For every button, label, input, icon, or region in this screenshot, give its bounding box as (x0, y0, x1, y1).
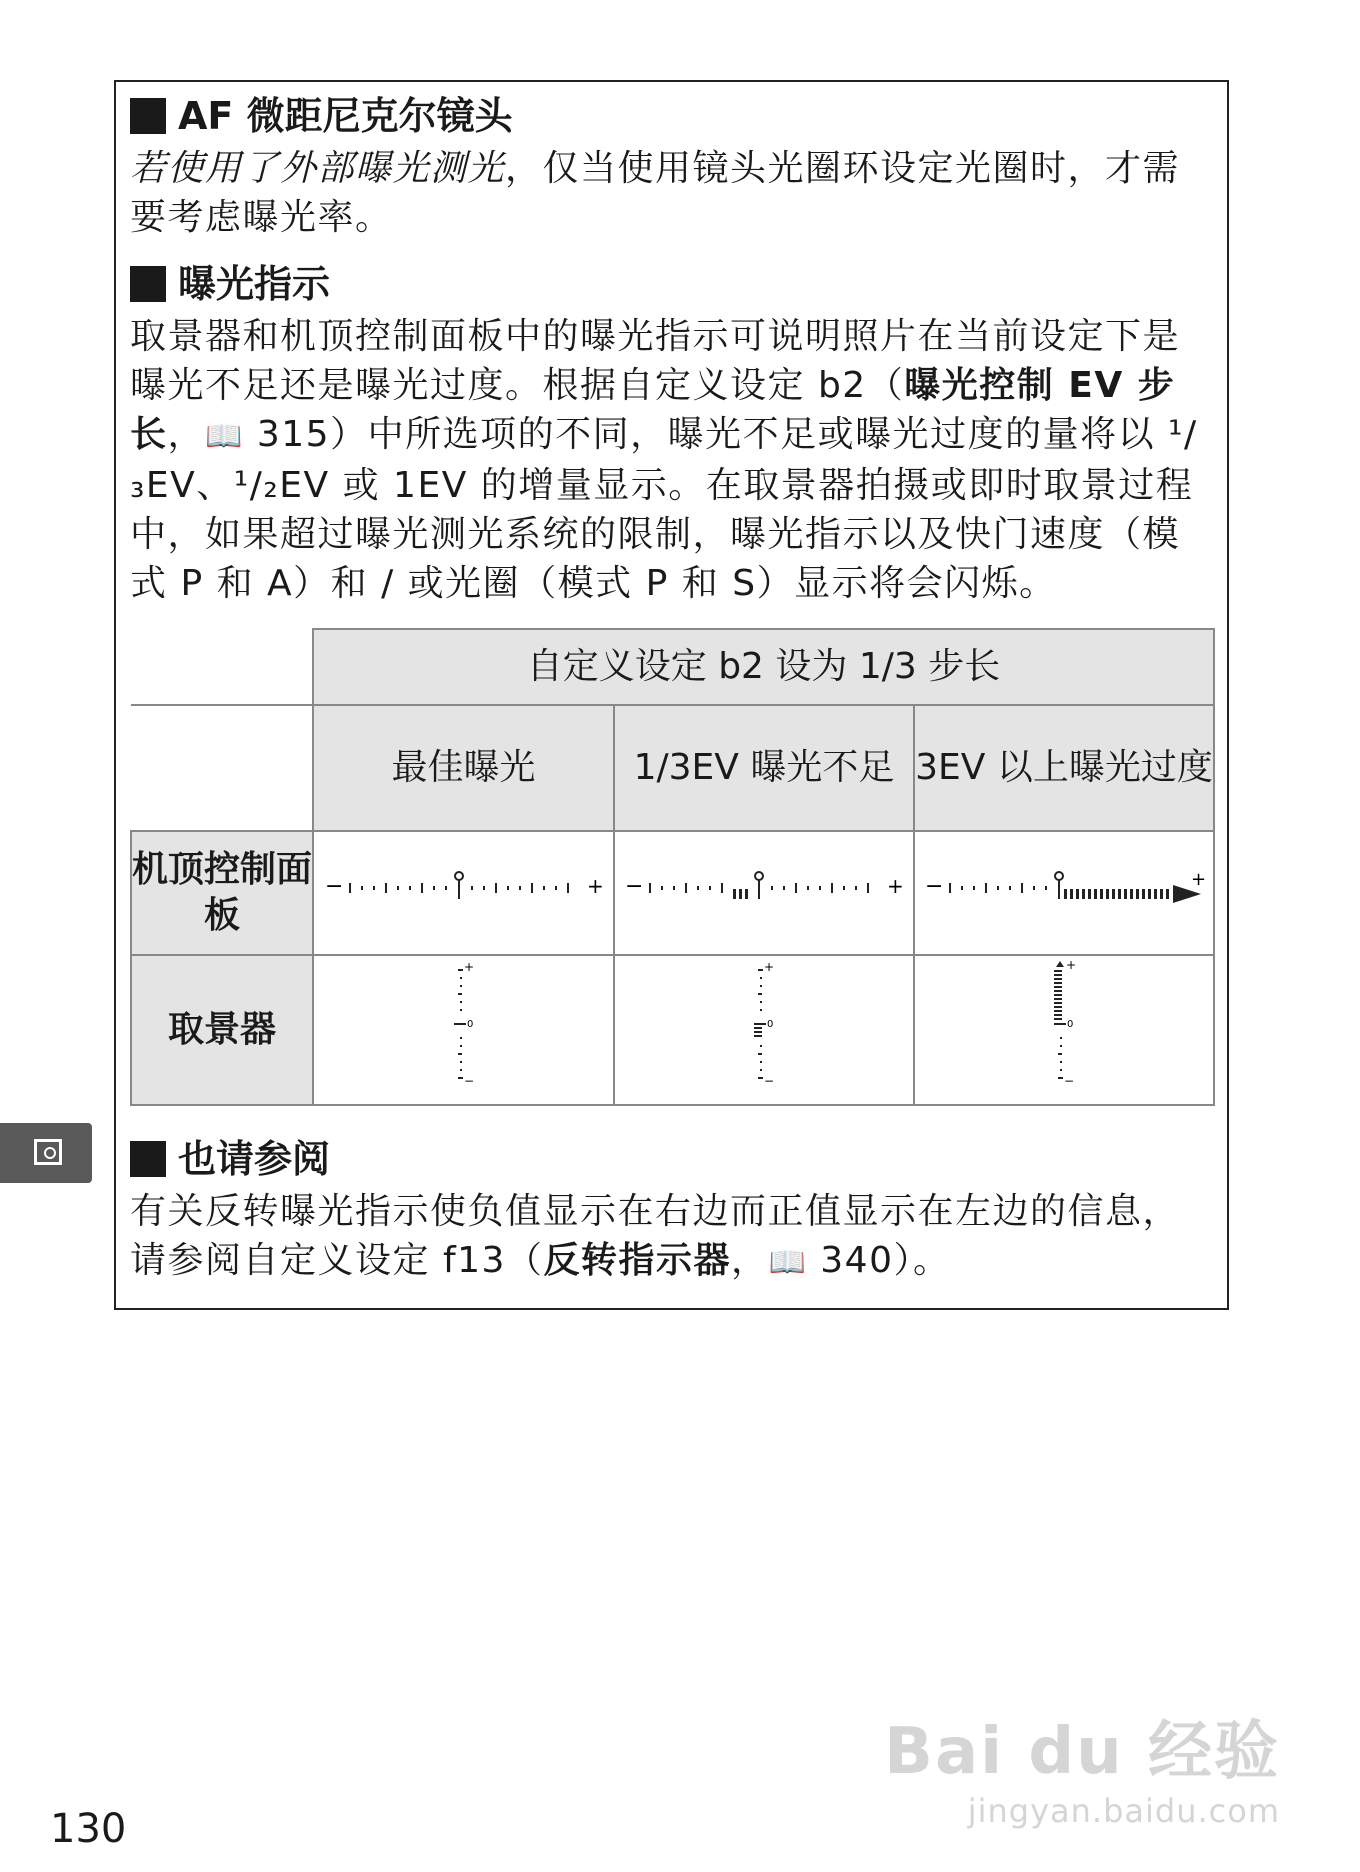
svg-text:+: + (887, 874, 904, 898)
note-af-micro (130, 92, 1215, 608)
svg-text:−: − (925, 874, 944, 899)
pencil-note-icon (130, 1141, 166, 1177)
note-body (130, 312, 1215, 608)
pencil-note-icon (130, 266, 166, 302)
svg-text:+: + (1066, 959, 1077, 972)
pencil-note-icon (130, 98, 166, 134)
page-number: 130 (50, 1806, 127, 1852)
control-panel-scale (619, 867, 909, 907)
svg-text:0: 0 (1067, 1019, 1074, 1030)
svg-text:+: + (463, 960, 474, 974)
note-heading (130, 92, 1215, 140)
blank-cell (131, 705, 313, 831)
metering-icon (34, 1139, 62, 1165)
viewfinder-scale (744, 959, 784, 1089)
cp-scale-over (914, 831, 1214, 955)
watermark (884, 1700, 1280, 1830)
page-ref: 315 (256, 414, 331, 455)
viewfinder-scale (1044, 959, 1084, 1089)
page-ref: 340 (820, 1240, 894, 1281)
control-panel-scale (919, 867, 1209, 907)
row-viewfinder: 取景器 (131, 955, 313, 1105)
table-header: 自定义设定 b2 设为 1/3 步长 (313, 629, 1214, 705)
watermark-logo: Bai du 经验 (884, 1715, 1280, 1789)
note-title: 也请参阅 (178, 1137, 331, 1181)
note-text: ）。 (893, 1240, 951, 1281)
cp-scale-under (614, 831, 914, 955)
chapter-tab[interactable] (0, 1123, 92, 1183)
note-title: 曝光指示 (178, 262, 331, 306)
svg-text:−: − (764, 1074, 775, 1088)
note-body (130, 1187, 1215, 1287)
svg-text:−: − (463, 1074, 474, 1088)
note-heading (130, 1135, 1215, 1183)
vf-scale-optimal (313, 955, 614, 1105)
blank-cell (131, 629, 313, 705)
control-panel-scale (319, 867, 609, 907)
note-heading (130, 260, 1215, 308)
note-text: 有关反转曝光指示使负值显示在右边而正值显示在左边的信息，请参阅自定义设定 f13（ (130, 1191, 1181, 1281)
punct: ， (167, 414, 206, 455)
note-text: 取景器和机顶控制面板中的曝光指示可说明照片在当前设定下是曝光不足还是曝光过度。根据自定义设定 b2（ (130, 316, 1181, 406)
col-underexposed: 1/3EV 曝光不足 (614, 705, 914, 831)
setting-name: 反转指示器 (543, 1240, 731, 1281)
col-overexposed: 3EV 以上曝光过度 (914, 705, 1214, 831)
note-see-also (130, 1135, 1215, 1287)
punct: ， (730, 1240, 769, 1281)
note-text: ）中所选项的不同，曝光不足或曝光过度的量将以 ¹/₃EV、¹/₂EV 或 1EV 的增量显示。在取景器拍摄或即时取景过程中，如果超过曝光测光系统的限制，曝光指示以及快门速度（模式 P 和 A）和 / 或光圈（模式 P 和 S）显示将会闪烁。 (130, 414, 1198, 604)
row-control-panel: 机顶控制面板 (131, 831, 313, 955)
vf-scale-under (614, 955, 914, 1105)
note-text: ，仅当使用镜头光圈环设定光圈时，才需要考虑曝光率。 (130, 148, 1181, 238)
col-optimal: 最佳曝光 (313, 705, 614, 831)
note-exposure-indicator (130, 260, 1215, 608)
note-body (130, 144, 1215, 242)
svg-text:−: − (324, 874, 343, 899)
cp-scale-optimal (313, 831, 614, 955)
italic-term: 若使用了外部曝光测光 (130, 148, 506, 189)
svg-text:+: + (764, 960, 775, 974)
vf-scale-over (914, 955, 1214, 1105)
svg-text:+: + (1191, 869, 1207, 890)
exposure-indicator-table (130, 628, 1213, 1108)
svg-text:0: 0 (767, 1019, 774, 1030)
setting-name: 曝光控制 EV 步长 (130, 365, 1176, 455)
book-ref-icon: 📖 (205, 419, 244, 454)
svg-text:−: − (625, 874, 644, 899)
watermark-url: jingyan.baidu.com (967, 1792, 1280, 1830)
viewfinder-scale (444, 959, 484, 1089)
note-title: AF 微距尼克尔镜头 (178, 94, 513, 138)
svg-text:−: − (1064, 1074, 1075, 1088)
book-ref-icon: 📖 (768, 1245, 808, 1280)
svg-text:+: + (586, 874, 604, 898)
svg-text:0: 0 (466, 1019, 473, 1030)
